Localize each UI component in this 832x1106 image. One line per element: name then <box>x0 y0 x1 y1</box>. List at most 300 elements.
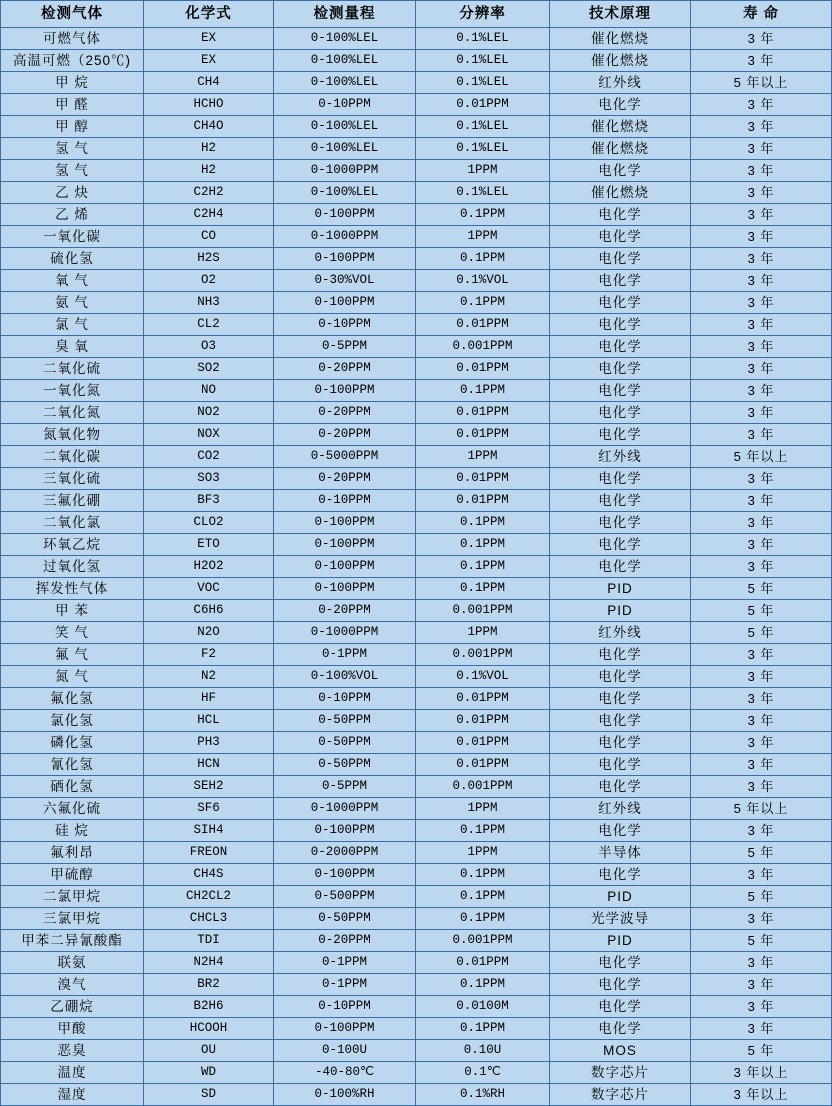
table-row <box>1 226 832 248</box>
cell-lifespan: 3 年 <box>691 974 832 996</box>
cell-principle: 电化学 <box>550 226 691 248</box>
cell-formula: PH3 <box>144 732 274 754</box>
cell-resolution: 0.0100M <box>416 996 550 1018</box>
cell-formula: CLO2 <box>144 512 274 534</box>
cell-range: 0-100%LEL <box>274 138 416 160</box>
cell-principle: 光学波导 <box>550 908 691 930</box>
cell-gas: 氢 气 <box>1 138 144 160</box>
cell-gas: 联氨 <box>1 952 144 974</box>
cell-resolution: 0.001PPM <box>416 930 550 952</box>
cell-formula: CH4O <box>144 116 274 138</box>
cell-range: 0-20PPM <box>274 930 416 952</box>
table-row <box>1 666 832 688</box>
cell-resolution: 0.1PPM <box>416 820 550 842</box>
cell-principle: 红外线 <box>550 798 691 820</box>
cell-resolution: 0.1PPM <box>416 1018 550 1040</box>
cell-resolution: 1PPM <box>416 446 550 468</box>
cell-resolution: 0.1PPM <box>416 578 550 600</box>
cell-range: 0-20PPM <box>274 402 416 424</box>
cell-lifespan: 3 年以上 <box>691 1084 832 1106</box>
cell-gas: 氟 气 <box>1 644 144 666</box>
cell-range: 0-10PPM <box>274 996 416 1018</box>
cell-gas: 挥发性气体 <box>1 578 144 600</box>
column-header-range: 检测量程 <box>274 1 416 28</box>
cell-range: 0-1000PPM <box>274 226 416 248</box>
cell-lifespan: 5 年 <box>691 1040 832 1062</box>
table-row <box>1 28 832 50</box>
table-row <box>1 50 832 72</box>
cell-principle: 电化学 <box>550 710 691 732</box>
cell-gas: 甲苯二异氰酸酯 <box>1 930 144 952</box>
cell-gas: 甲 醛 <box>1 94 144 116</box>
cell-resolution: 0.1PPM <box>416 380 550 402</box>
cell-range: -40-80℃ <box>274 1062 416 1084</box>
cell-range: 0-100PPM <box>274 380 416 402</box>
cell-formula: VOC <box>144 578 274 600</box>
cell-principle: 红外线 <box>550 622 691 644</box>
table-row <box>1 292 832 314</box>
cell-resolution: 0.1PPM <box>416 292 550 314</box>
cell-resolution: 0.001PPM <box>416 644 550 666</box>
cell-principle: 电化学 <box>550 512 691 534</box>
cell-resolution: 0.1%LEL <box>416 50 550 72</box>
cell-range: 0-100PPM <box>274 556 416 578</box>
cell-formula: H2 <box>144 160 274 182</box>
cell-principle: 电化学 <box>550 732 691 754</box>
cell-formula: CH4 <box>144 72 274 94</box>
cell-range: 0-100%LEL <box>274 116 416 138</box>
cell-range: 0-20PPM <box>274 424 416 446</box>
cell-lifespan: 5 年 <box>691 930 832 952</box>
cell-principle: 电化学 <box>550 248 691 270</box>
table-row <box>1 864 832 886</box>
cell-gas: 臭 氧 <box>1 336 144 358</box>
cell-formula: B2H6 <box>144 996 274 1018</box>
cell-resolution: 0.01PPM <box>416 424 550 446</box>
cell-principle: 电化学 <box>550 864 691 886</box>
cell-lifespan: 3 年 <box>691 314 832 336</box>
cell-lifespan: 3 年 <box>691 336 832 358</box>
table-row <box>1 930 832 952</box>
cell-gas: 甲 烷 <box>1 72 144 94</box>
cell-range: 0-10PPM <box>274 688 416 710</box>
cell-lifespan: 5 年 <box>691 886 832 908</box>
cell-gas: 环氧乙烷 <box>1 534 144 556</box>
cell-lifespan: 3 年 <box>691 644 832 666</box>
cell-gas: 乙 炔 <box>1 182 144 204</box>
cell-lifespan: 5 年 <box>691 842 832 864</box>
table-body <box>1 28 832 1106</box>
cell-resolution: 0.1PPM <box>416 974 550 996</box>
cell-formula: HCN <box>144 754 274 776</box>
cell-range: 0-50PPM <box>274 908 416 930</box>
cell-lifespan: 3 年 <box>691 490 832 512</box>
cell-formula: NO2 <box>144 402 274 424</box>
table-row <box>1 314 832 336</box>
cell-gas: 甲 醇 <box>1 116 144 138</box>
cell-range: 0-100PPM <box>274 248 416 270</box>
table-row <box>1 1040 832 1062</box>
cell-lifespan: 3 年 <box>691 424 832 446</box>
cell-range: 0-20PPM <box>274 468 416 490</box>
cell-principle: 电化学 <box>550 468 691 490</box>
cell-gas: 一氧化碳 <box>1 226 144 248</box>
cell-resolution: 0.1PPM <box>416 534 550 556</box>
table-row <box>1 622 832 644</box>
column-header-principle: 技术原理 <box>550 1 691 28</box>
cell-formula: HCL <box>144 710 274 732</box>
cell-resolution: 0.01PPM <box>416 688 550 710</box>
cell-lifespan: 3 年 <box>691 204 832 226</box>
cell-gas: 氮 气 <box>1 666 144 688</box>
cell-principle: 电化学 <box>550 534 691 556</box>
cell-lifespan: 3 年 <box>691 270 832 292</box>
cell-range: 0-100%LEL <box>274 72 416 94</box>
cell-resolution: 0.001PPM <box>416 776 550 798</box>
cell-principle: 电化学 <box>550 270 691 292</box>
cell-gas: 氰化氢 <box>1 754 144 776</box>
cell-formula: CH4S <box>144 864 274 886</box>
table-row <box>1 72 832 94</box>
cell-range: 0-1000PPM <box>274 798 416 820</box>
cell-principle: 电化学 <box>550 160 691 182</box>
cell-formula: CL2 <box>144 314 274 336</box>
table-row <box>1 578 832 600</box>
cell-principle: 电化学 <box>550 204 691 226</box>
cell-range: 0-50PPM <box>274 710 416 732</box>
cell-principle: 电化学 <box>550 754 691 776</box>
cell-formula: N2H4 <box>144 952 274 974</box>
cell-gas: 过氧化氢 <box>1 556 144 578</box>
cell-resolution: 1PPM <box>416 622 550 644</box>
cell-resolution: 0.01PPM <box>416 468 550 490</box>
cell-gas: 恶臭 <box>1 1040 144 1062</box>
cell-lifespan: 3 年 <box>691 776 832 798</box>
cell-principle: 电化学 <box>550 644 691 666</box>
cell-lifespan: 3 年 <box>691 28 832 50</box>
cell-gas: 氮氧化物 <box>1 424 144 446</box>
cell-resolution: 0.001PPM <box>416 336 550 358</box>
cell-lifespan: 5 年以上 <box>691 446 832 468</box>
table-row <box>1 1062 832 1084</box>
cell-principle: 电化学 <box>550 380 691 402</box>
cell-resolution: 1PPM <box>416 798 550 820</box>
cell-lifespan: 3 年 <box>691 160 832 182</box>
table-row <box>1 160 832 182</box>
cell-gas: 磷化氢 <box>1 732 144 754</box>
cell-gas: 二氧化氮 <box>1 402 144 424</box>
cell-resolution: 0.1%VOL <box>416 270 550 292</box>
cell-lifespan: 3 年 <box>691 94 832 116</box>
cell-range: 0-100PPM <box>274 1018 416 1040</box>
table-row <box>1 490 832 512</box>
cell-range: 0-10PPM <box>274 490 416 512</box>
cell-principle: 电化学 <box>550 666 691 688</box>
table-row <box>1 952 832 974</box>
cell-resolution: 0.1%LEL <box>416 182 550 204</box>
cell-resolution: 0.1PPM <box>416 512 550 534</box>
cell-range: 0-20PPM <box>274 600 416 622</box>
table-row <box>1 1084 832 1106</box>
table-row <box>1 600 832 622</box>
cell-principle: 催化燃烧 <box>550 138 691 160</box>
cell-gas: 乙 烯 <box>1 204 144 226</box>
cell-range: 0-1PPM <box>274 952 416 974</box>
cell-formula: NO <box>144 380 274 402</box>
cell-resolution: 0.1%VOL <box>416 666 550 688</box>
cell-lifespan: 3 年 <box>691 952 832 974</box>
cell-gas: 氧 气 <box>1 270 144 292</box>
table-row <box>1 402 832 424</box>
table-row <box>1 380 832 402</box>
cell-range: 0-5000PPM <box>274 446 416 468</box>
table-row <box>1 820 832 842</box>
cell-lifespan: 3 年 <box>691 512 832 534</box>
column-header-resolution: 分辨率 <box>416 1 550 28</box>
cell-principle: 红外线 <box>550 446 691 468</box>
cell-principle: MOS <box>550 1040 691 1062</box>
cell-formula: CO2 <box>144 446 274 468</box>
table-row <box>1 710 832 732</box>
cell-gas: 笑 气 <box>1 622 144 644</box>
cell-lifespan: 5 年 <box>691 622 832 644</box>
cell-range: 0-1PPM <box>274 974 416 996</box>
cell-range: 0-50PPM <box>274 732 416 754</box>
cell-gas: 三氟化硼 <box>1 490 144 512</box>
cell-gas: 溴气 <box>1 974 144 996</box>
cell-resolution: 0.01PPM <box>416 358 550 380</box>
cell-gas: 可燃气体 <box>1 28 144 50</box>
cell-gas: 硒化氢 <box>1 776 144 798</box>
cell-principle: 电化学 <box>550 424 691 446</box>
cell-formula: C2H4 <box>144 204 274 226</box>
table-row <box>1 336 832 358</box>
cell-formula: FREON <box>144 842 274 864</box>
cell-resolution: 0.01PPM <box>416 314 550 336</box>
cell-range: 0-50PPM <box>274 754 416 776</box>
cell-resolution: 0.1%LEL <box>416 72 550 94</box>
cell-range: 0-100%RH <box>274 1084 416 1106</box>
cell-principle: 电化学 <box>550 1018 691 1040</box>
cell-gas: 湿度 <box>1 1084 144 1106</box>
cell-resolution: 0.01PPM <box>416 94 550 116</box>
cell-range: 0-20PPM <box>274 358 416 380</box>
cell-formula: WD <box>144 1062 274 1084</box>
cell-lifespan: 3 年 <box>691 534 832 556</box>
cell-resolution: 0.10U <box>416 1040 550 1062</box>
cell-principle: 催化燃烧 <box>550 50 691 72</box>
cell-range: 0-100PPM <box>274 512 416 534</box>
cell-formula: H2S <box>144 248 274 270</box>
table-row <box>1 556 832 578</box>
cell-range: 0-100PPM <box>274 864 416 886</box>
cell-range: 0-100PPM <box>274 534 416 556</box>
table-row <box>1 424 832 446</box>
cell-formula: O2 <box>144 270 274 292</box>
cell-gas: 甲 苯 <box>1 600 144 622</box>
cell-resolution: 0.01PPM <box>416 710 550 732</box>
table-row <box>1 974 832 996</box>
cell-resolution: 0.1PPM <box>416 864 550 886</box>
cell-principle: PID <box>550 600 691 622</box>
cell-formula: TDI <box>144 930 274 952</box>
cell-principle: 催化燃烧 <box>550 182 691 204</box>
cell-formula: O3 <box>144 336 274 358</box>
cell-formula: OU <box>144 1040 274 1062</box>
cell-range: 0-100%VOL <box>274 666 416 688</box>
cell-range: 0-100%LEL <box>274 28 416 50</box>
cell-resolution: 0.01PPM <box>416 732 550 754</box>
cell-lifespan: 3 年 <box>691 732 832 754</box>
cell-formula: EX <box>144 50 274 72</box>
cell-formula: NH3 <box>144 292 274 314</box>
cell-formula: HCHO <box>144 94 274 116</box>
cell-lifespan: 3 年 <box>691 226 832 248</box>
cell-lifespan: 5 年 <box>691 578 832 600</box>
cell-principle: 电化学 <box>550 688 691 710</box>
cell-range: 0-5PPM <box>274 336 416 358</box>
cell-principle: 半导体 <box>550 842 691 864</box>
cell-principle: 电化学 <box>550 996 691 1018</box>
table-row <box>1 842 832 864</box>
cell-lifespan: 3 年 <box>691 864 832 886</box>
cell-resolution: 0.1PPM <box>416 886 550 908</box>
cell-range: 0-5PPM <box>274 776 416 798</box>
cell-formula: SF6 <box>144 798 274 820</box>
cell-range: 0-100PPM <box>274 204 416 226</box>
table-header-row <box>1 1 832 28</box>
cell-principle: PID <box>550 578 691 600</box>
cell-gas: 甲硫醇 <box>1 864 144 886</box>
table-row <box>1 732 832 754</box>
cell-principle: 电化学 <box>550 556 691 578</box>
cell-principle: 电化学 <box>550 490 691 512</box>
cell-range: 0-100PPM <box>274 292 416 314</box>
cell-formula: SIH4 <box>144 820 274 842</box>
cell-gas: 高温可燃（250℃) <box>1 50 144 72</box>
table-row <box>1 996 832 1018</box>
cell-principle: 电化学 <box>550 820 691 842</box>
cell-formula: HCOOH <box>144 1018 274 1040</box>
cell-formula: H2 <box>144 138 274 160</box>
cell-principle: 电化学 <box>550 94 691 116</box>
table-row <box>1 468 832 490</box>
cell-lifespan: 3 年 <box>691 402 832 424</box>
table-row <box>1 754 832 776</box>
cell-formula: CHCL3 <box>144 908 274 930</box>
cell-lifespan: 3 年 <box>691 820 832 842</box>
cell-lifespan: 3 年 <box>691 358 832 380</box>
cell-lifespan: 3 年 <box>691 138 832 160</box>
cell-formula: HF <box>144 688 274 710</box>
table-header <box>1 1 832 28</box>
table-row <box>1 688 832 710</box>
table-row <box>1 248 832 270</box>
table-row <box>1 270 832 292</box>
cell-range: 0-100PPM <box>274 820 416 842</box>
cell-principle: 电化学 <box>550 974 691 996</box>
cell-range: 0-2000PPM <box>274 842 416 864</box>
cell-range: 0-10PPM <box>274 314 416 336</box>
table-row <box>1 116 832 138</box>
cell-principle: 电化学 <box>550 314 691 336</box>
cell-lifespan: 3 年以上 <box>691 1062 832 1084</box>
cell-principle: 数字芯片 <box>550 1062 691 1084</box>
cell-lifespan: 5 年 <box>691 600 832 622</box>
cell-range: 0-100%LEL <box>274 182 416 204</box>
cell-lifespan: 3 年 <box>691 908 832 930</box>
cell-gas: 硫化氢 <box>1 248 144 270</box>
column-header-lifespan: 寿 命 <box>691 1 832 28</box>
cell-range: 0-1000PPM <box>274 622 416 644</box>
cell-formula: BR2 <box>144 974 274 996</box>
cell-resolution: 0.01PPM <box>416 754 550 776</box>
cell-principle: 电化学 <box>550 402 691 424</box>
table-row <box>1 798 832 820</box>
cell-formula: CO <box>144 226 274 248</box>
cell-lifespan: 3 年 <box>691 116 832 138</box>
cell-principle: 电化学 <box>550 292 691 314</box>
cell-formula: EX <box>144 28 274 50</box>
cell-principle: 电化学 <box>550 952 691 974</box>
cell-resolution: 0.01PPM <box>416 490 550 512</box>
cell-resolution: 0.1PPM <box>416 248 550 270</box>
cell-resolution: 0.01PPM <box>416 952 550 974</box>
cell-resolution: 0.01PPM <box>416 402 550 424</box>
table-row <box>1 446 832 468</box>
cell-resolution: 0.1℃ <box>416 1062 550 1084</box>
cell-range: 0-1PPM <box>274 644 416 666</box>
table-row <box>1 182 832 204</box>
cell-lifespan: 3 年 <box>691 248 832 270</box>
cell-gas: 二氧化氯 <box>1 512 144 534</box>
table-row <box>1 908 832 930</box>
cell-lifespan: 5 年以上 <box>691 72 832 94</box>
cell-principle: 电化学 <box>550 358 691 380</box>
cell-resolution: 0.1%LEL <box>416 116 550 138</box>
cell-gas: 二氧化碳 <box>1 446 144 468</box>
table-row <box>1 534 832 556</box>
cell-lifespan: 3 年 <box>691 754 832 776</box>
cell-formula: BF3 <box>144 490 274 512</box>
column-header-gas: 检测气体 <box>1 1 144 28</box>
table-row <box>1 358 832 380</box>
cell-gas: 一氧化氮 <box>1 380 144 402</box>
cell-formula: H2O2 <box>144 556 274 578</box>
cell-formula: ETO <box>144 534 274 556</box>
cell-principle: 电化学 <box>550 336 691 358</box>
cell-formula: C6H6 <box>144 600 274 622</box>
cell-principle: 红外线 <box>550 72 691 94</box>
cell-formula: SD <box>144 1084 274 1106</box>
cell-principle: PID <box>550 886 691 908</box>
cell-resolution: 1PPM <box>416 226 550 248</box>
cell-gas: 三氧化硫 <box>1 468 144 490</box>
cell-formula: SO3 <box>144 468 274 490</box>
cell-formula: SEH2 <box>144 776 274 798</box>
cell-range: 0-500PPM <box>274 886 416 908</box>
cell-resolution: 1PPM <box>416 160 550 182</box>
column-header-formula: 化学式 <box>144 1 274 28</box>
cell-gas: 氢 气 <box>1 160 144 182</box>
cell-range: 0-1000PPM <box>274 160 416 182</box>
cell-range: 0-100%LEL <box>274 50 416 72</box>
cell-resolution: 0.1PPM <box>416 908 550 930</box>
table-row <box>1 512 832 534</box>
cell-lifespan: 3 年 <box>691 292 832 314</box>
cell-principle: 电化学 <box>550 776 691 798</box>
cell-gas: 温度 <box>1 1062 144 1084</box>
